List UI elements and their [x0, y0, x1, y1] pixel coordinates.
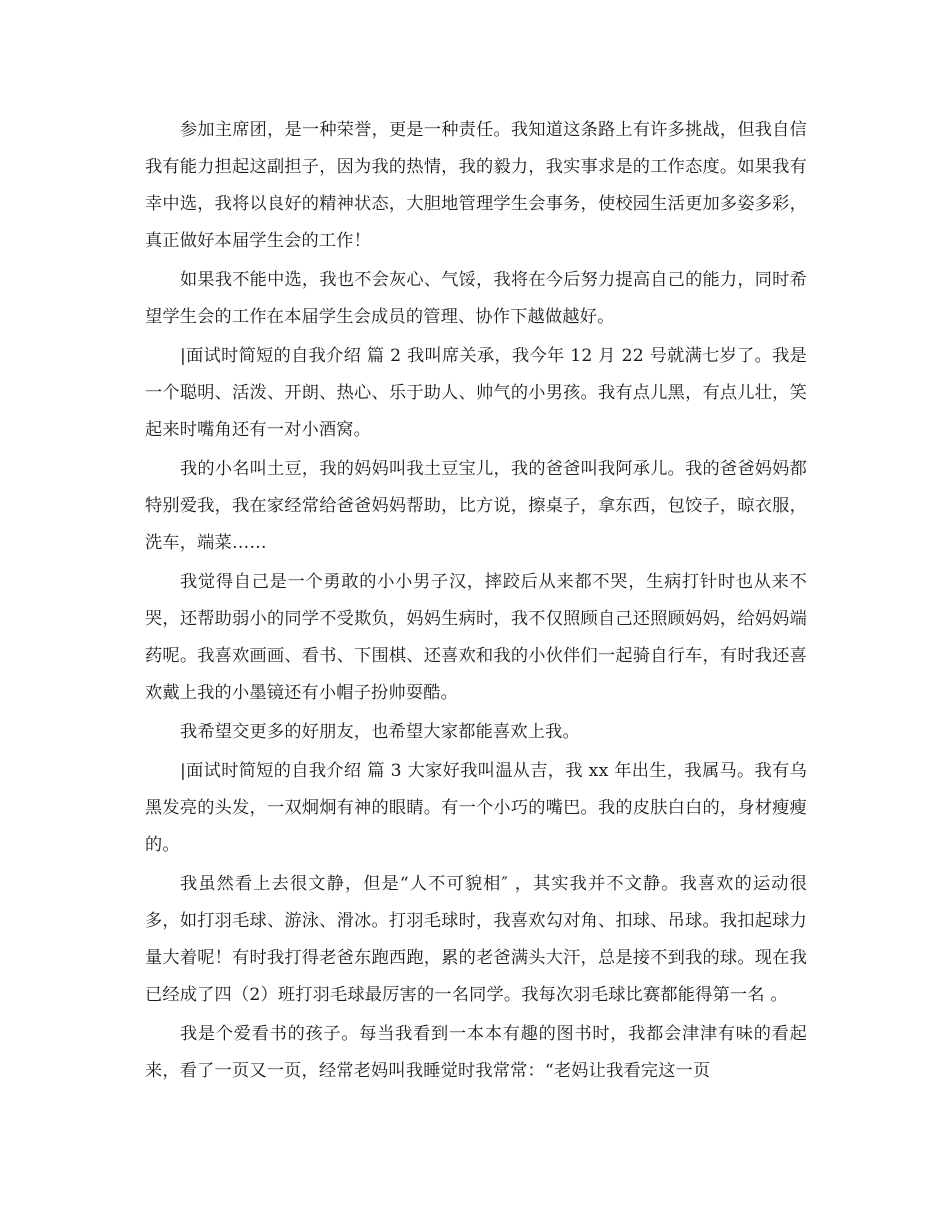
paragraph: 我的小名叫土豆，我的妈妈叫我土豆宝儿，我的爸爸叫我阿承儿。我的爸爸妈妈都特别爱我，我在家经常给爸爸妈妈帮助，比方说，擦桌子，拿东西，包饺子，晾衣服，洗车，端菜…… — [145, 459, 807, 553]
section-paragraph: |面试时简短的自我介绍 篇 2 我叫席关承，我今年 12 月 22 号就满七岁了。我是一个聪明、活泼、开朗、热心、乐于助人、帅气的小男孩。我有点儿黑，有点儿壮，笑起来时嘴角还有一对小酒窝。 — [145, 346, 807, 440]
paragraph: 我虽然看上去很文静，但是“人不可貌相″ ，其实我并不文静。我喜欢的运动很多，如打羽毛球、游泳、滑冰。打羽毛球时，我喜欢勾对角、扣球、吊球。我扣起球力量大着呢！有时我打得老爸东跑西跑，累的老爸满头大汗，总是接不到我的球。现在我已经成了四（2）班打羽毛球最厉害的一名同学。我每次羽毛球比赛都能得第一名 。 — [145, 874, 807, 1005]
paragraph: 我是个爱看书的孩子。每当我看到一本本有趣的图书时，我都会津津有味的看起来，看了一页又一页，经常老妈叫我睡觉时我常常：“老妈让我看完这一页 — [145, 1024, 807, 1081]
section-paragraph: |面试时简短的自我介绍 篇 3 大家好我叫温从吉，我 xx 年出生，我属马。我有乌黑发亮的头发，一双炯炯有神的眼睛。有一个小巧的嘴巴。我的皮肤白白的，身材瘦瘦的。 — [145, 761, 807, 855]
document-body — [145, 112, 807, 1091]
paragraph: 我觉得自己是一个勇敢的小小男子汉，摔跤后从来都不哭，生病打针时也从来不哭，还帮助弱小的同学不受欺负，妈妈生病时，我不仅照顾自己还照顾妈妈，给妈妈端药呢。我喜欢画画、看书、下围棋、还喜欢和我的小伙伴们一起骑自行车，有时我还喜欢戴上我的小墨镜还有小帽子扮帅耍酷。 — [145, 572, 807, 703]
paragraph: 如果我不能中选，我也不会灰心、气馁，我将在今后努力提高自己的能力，同时希望学生会的工作在本届学生会成员的管理、协作下越做越好。 — [145, 270, 807, 327]
paragraph: 参加主席团，是一种荣誉，更是一种责任。我知道这条路上有许多挑战，但我自信我有能力担起这副担子，因为我的热情，我的毅力，我实事求是的工作态度。如果我有幸中选，我将以良好的精神状态，大胆地管理学生会事务，使校园生活更加多姿多彩，真正做好本届学生会的工作！ — [145, 120, 807, 251]
paragraph: 我希望交更多的好朋友，也希望大家都能喜欢上我。 — [180, 722, 580, 742]
